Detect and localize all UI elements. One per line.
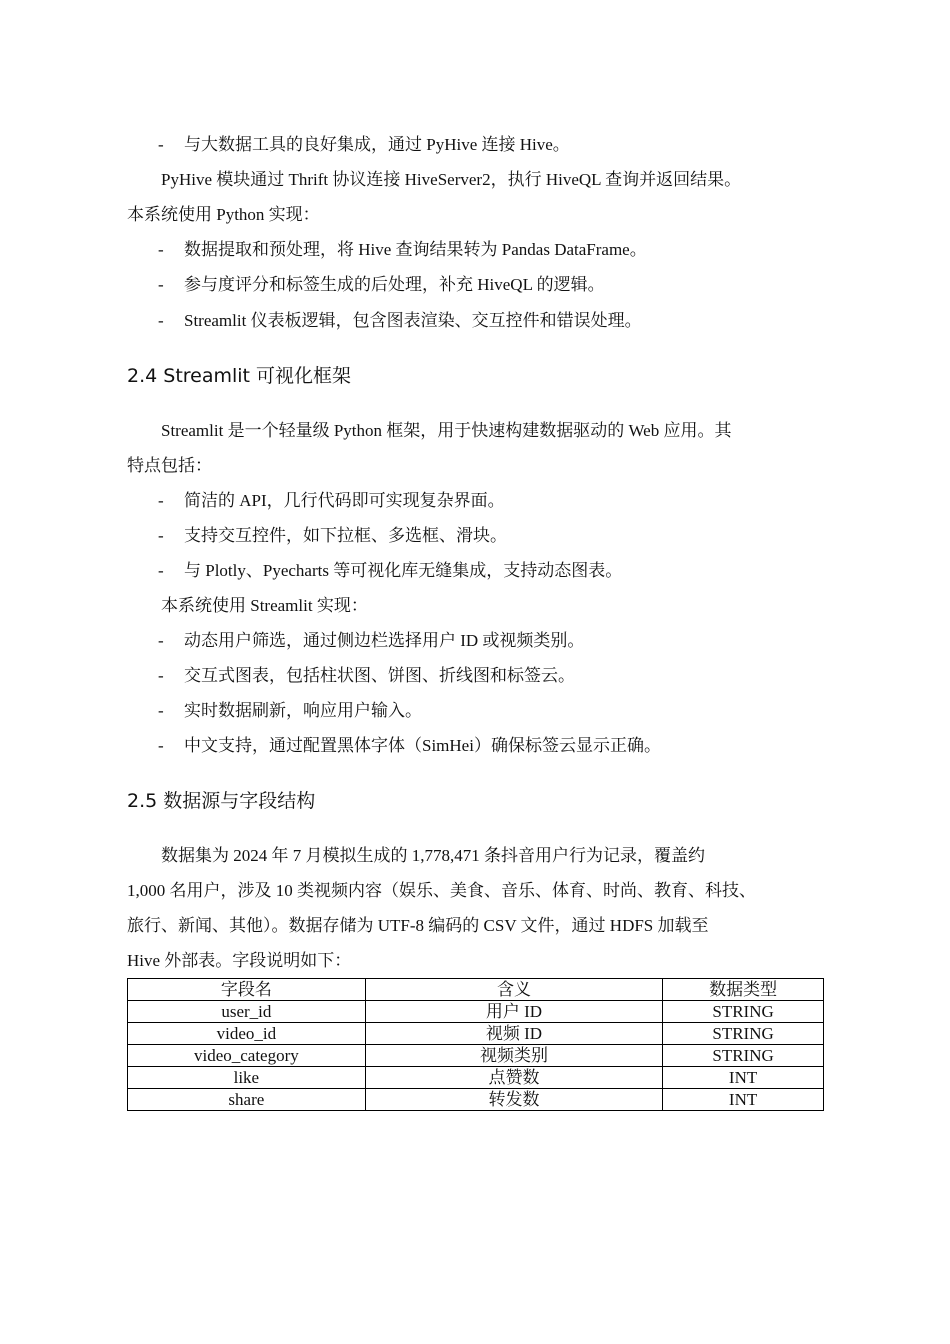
bullet-dash: - (158, 275, 164, 294)
bullet-dash: - (158, 631, 164, 650)
table-cell-meaning: 视频 ID (365, 1023, 662, 1045)
streamlit-intro-line-2: 特点包括： (127, 456, 212, 475)
table-header-row (128, 979, 824, 1001)
table-cell-field: video_category (128, 1045, 366, 1067)
table-cell-meaning: 点赞数 (365, 1067, 662, 1089)
pyhive-paragraph-line-2: 本系统使用 Python 实现： (127, 205, 320, 224)
table-row (128, 1001, 824, 1023)
field-structure-table (127, 978, 824, 1111)
list-item-feature-1 (158, 489, 505, 513)
list-item-text: 与大数据工具的良好集成，通过 PyHive 连接 Hive。 (184, 135, 570, 154)
bullet-dash: - (158, 240, 164, 259)
list-item-text: 与 Plotly、Pyecharts 等可视化库无缝集成，支持动态图表。 (184, 561, 623, 580)
streamlit-usage-intro: 本系统使用 Streamlit 实现： (161, 596, 368, 615)
list-item-feature-3 (158, 559, 622, 583)
column-header-field-name: 字段名 (128, 979, 366, 1001)
table-row (128, 1089, 824, 1111)
column-header-meaning: 含义 (365, 979, 662, 1001)
section-heading-2-4: 2.4 Streamlit 可视化框架 (127, 365, 352, 387)
list-item-usage-3 (158, 699, 422, 723)
pyhive-paragraph-line-1: PyHive 模块通过 Thrift 协议连接 HiveServer2，执行 HiveQL 查询并返回结果。 (161, 170, 742, 189)
table-cell-field: user_id (128, 1001, 366, 1023)
bullet-dash: - (158, 666, 164, 685)
list-item-python-2 (158, 273, 605, 297)
table-cell-field: video_id (128, 1023, 366, 1045)
dataset-paragraph-line-2: 1,000 名用户，涉及 10 类视频内容（娱乐、美食、音乐、体育、时尚、教育、科技、 (127, 881, 756, 900)
list-item-text: Streamlit 仪表板逻辑，包含图表渲染、交互控件和错误处理。 (184, 311, 642, 330)
bullet-dash: - (158, 491, 164, 510)
table-cell-type: INT (663, 1067, 824, 1089)
list-item-usage-4 (158, 734, 661, 758)
column-header-data-type: 数据类型 (663, 979, 824, 1001)
table-cell-meaning: 视频类别 (365, 1045, 662, 1067)
list-item-text: 动态用户筛选，通过侧边栏选择用户 ID 或视频类别。 (184, 631, 585, 650)
table-cell-meaning: 转发数 (365, 1089, 662, 1111)
table-cell-field: like (128, 1067, 366, 1089)
table-row (128, 1067, 824, 1089)
bullet-dash: - (158, 561, 164, 580)
section-heading-2-5: 2.5 数据源与字段结构 (127, 790, 316, 812)
list-item-text: 参与度评分和标签生成的后处理，补充 HiveQL 的逻辑。 (184, 275, 605, 294)
list-item-feature-2 (158, 524, 507, 548)
list-item-usage-2 (158, 664, 575, 688)
table-cell-type: STRING (663, 1001, 824, 1023)
dataset-paragraph-line-3: 旅行、新闻、其他）。数据存储为 UTF-8 编码的 CSV 文件，通过 HDFS 加载至 (127, 916, 709, 935)
table-cell-type: STRING (663, 1045, 824, 1067)
list-item-python-3 (158, 309, 642, 333)
list-item-text: 中文支持，通过配置黑体字体（SimHei）确保标签云显示正确。 (184, 736, 661, 755)
bullet-dash: - (158, 311, 164, 330)
table-cell-type: INT (663, 1089, 824, 1111)
table-row (128, 1045, 824, 1067)
list-item-usage-1 (158, 629, 584, 653)
bullet-dash: - (158, 526, 164, 545)
table-row (128, 1023, 824, 1045)
list-item-text: 交互式图表，包括柱状图、饼图、折线图和标签云。 (184, 666, 575, 685)
list-item-hive-integration (158, 133, 570, 157)
list-item-text: 实时数据刷新，响应用户输入。 (184, 701, 422, 720)
table-cell-field: share (128, 1089, 366, 1111)
streamlit-intro-line-1: Streamlit 是一个轻量级 Python 框架，用于快速构建数据驱动的 Web 应用。其 (161, 421, 732, 440)
dataset-paragraph-line-1: 数据集为 2024 年 7 月模拟生成的 1,778,471 条抖音用户行为记录，覆盖约 (161, 846, 705, 865)
table-cell-type: STRING (663, 1023, 824, 1045)
list-item-text: 支持交互控件，如下拉框、多选框、滑块。 (184, 526, 507, 545)
dataset-paragraph-line-4: Hive 外部表。字段说明如下： (127, 951, 352, 970)
table-cell-meaning: 用户 ID (365, 1001, 662, 1023)
bullet-dash: - (158, 135, 164, 154)
bullet-dash: - (158, 736, 164, 755)
bullet-dash: - (158, 701, 164, 720)
list-item-text: 数据提取和预处理，将 Hive 查询结果转为 Pandas DataFrame。 (184, 240, 647, 259)
list-item-text: 简洁的 API，几行代码即可实现复杂界面。 (184, 491, 505, 510)
list-item-python-1 (158, 238, 647, 262)
